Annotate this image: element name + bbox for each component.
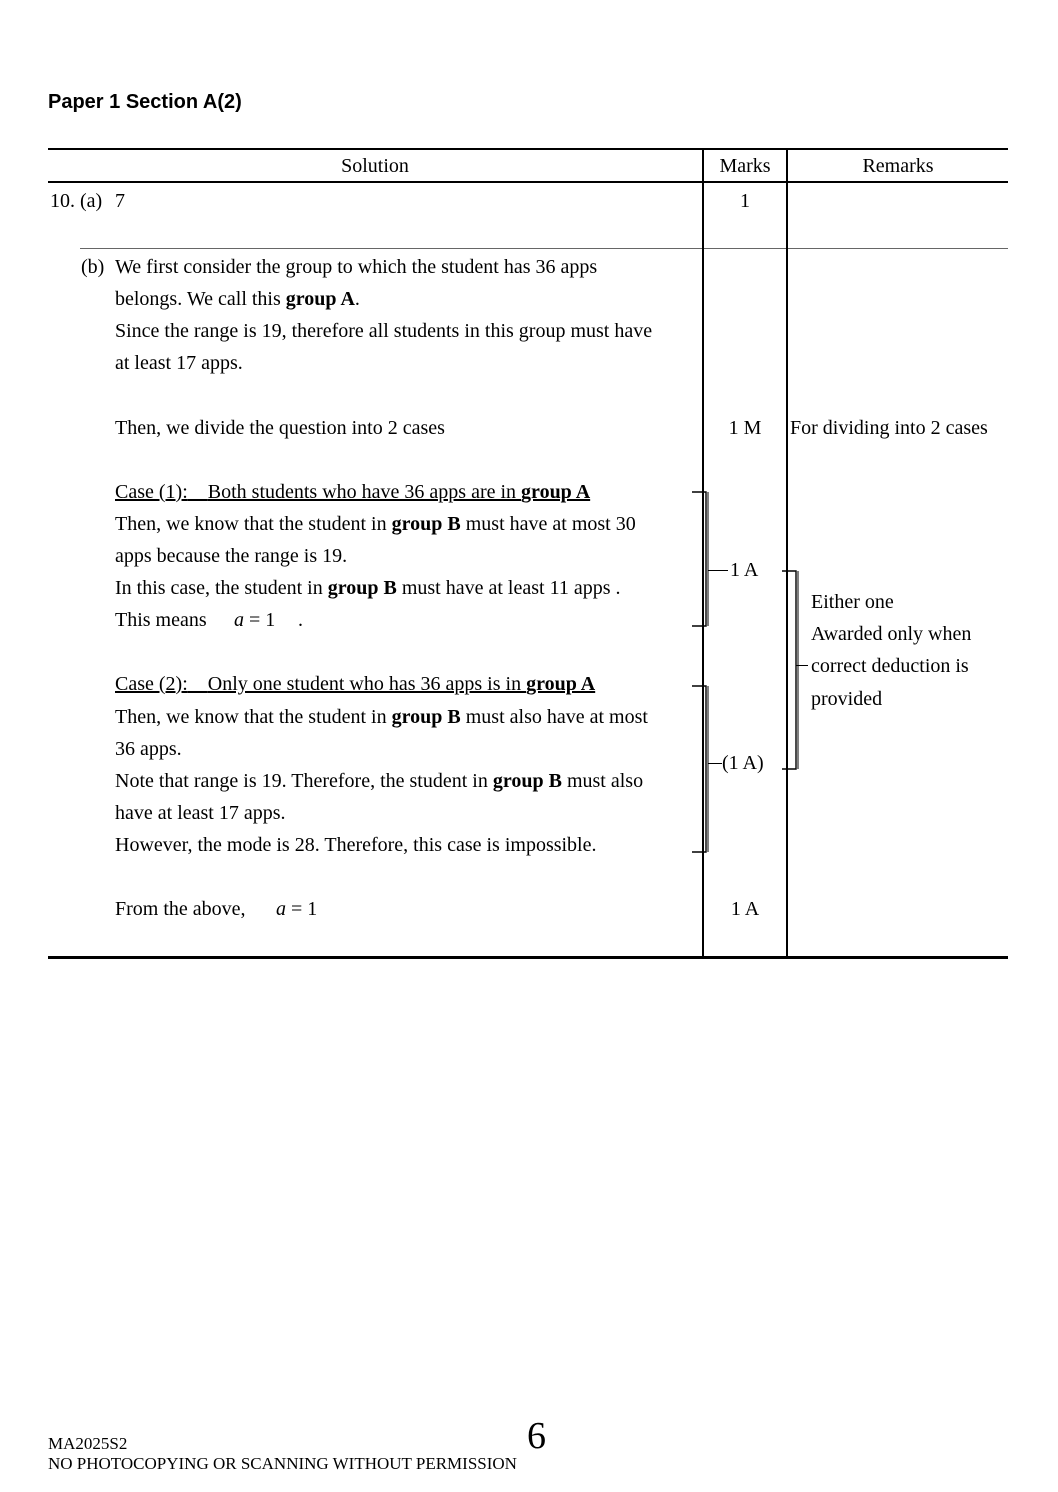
remark-text: For dividing into 2 cases — [790, 417, 988, 439]
solution-line: From the above, — [115, 898, 246, 920]
bracket-tick — [708, 570, 728, 571]
mark-value: 1 M — [728, 417, 762, 439]
solution-line: We first consider the group to which the student has 36 apps — [115, 256, 598, 278]
section-title: Paper 1 Section A(2) — [48, 91, 242, 113]
bracket-tick — [796, 665, 808, 666]
header-bottom-rule — [48, 181, 1008, 183]
answer-text: 7 — [115, 190, 125, 212]
variable: a — [234, 609, 244, 631]
solution-line: Then, we divide the question into 2 cases — [115, 417, 445, 439]
solution-line: 36 apps. — [115, 738, 182, 760]
remark-text: Awarded only when — [811, 623, 972, 645]
solution-line: have at least 17 apps. — [115, 802, 286, 824]
solution-line: at least 17 apps. — [115, 352, 243, 374]
header-marks: Marks — [719, 155, 771, 177]
solution-line: apps because the range is 19. — [115, 545, 348, 567]
bold-term: group B — [391, 513, 461, 535]
text-span: Then, we know that the student in — [115, 706, 392, 728]
equation-value: = 1 — [249, 609, 276, 631]
solution-line — [115, 513, 636, 536]
text-span: must also — [561, 770, 644, 792]
solution-line — [115, 706, 648, 729]
solution-line: This means — [115, 609, 207, 631]
spacer — [188, 673, 208, 695]
case-label: Case (1): — [115, 481, 188, 503]
case-label: Case (2): — [115, 673, 188, 695]
text-span: . — [354, 288, 360, 310]
bold-term: group A — [526, 673, 596, 695]
text-span: must have at least 11 apps . — [396, 577, 621, 599]
row-divider — [80, 248, 1008, 249]
solution-line: However, the mode is 28. Therefore, this case is impossible. — [115, 834, 597, 856]
bold-term: group A — [521, 481, 591, 503]
bold-term: group B — [327, 577, 397, 599]
bold-term: group A — [285, 288, 355, 310]
header-remarks: Remarks — [862, 155, 934, 177]
mark-value: 1 A — [730, 559, 759, 581]
mark-value: (1 A) — [722, 752, 764, 774]
bracket-tick — [708, 763, 722, 764]
solution-line — [115, 770, 643, 793]
bold-term: group B — [391, 706, 461, 728]
text-span: In this case, the student in — [115, 577, 328, 599]
text-span: must also have at most — [460, 706, 648, 728]
equation — [234, 609, 275, 632]
solution-line: Since the range is 19, therefore all students in this group must have — [115, 320, 653, 342]
text-span: must have at most 30 — [460, 513, 636, 535]
table-bottom-rule — [48, 956, 1008, 959]
remark-text: Either one — [811, 591, 894, 613]
equation — [276, 898, 317, 921]
text-span: Note that range is 19. Therefore, the student in — [115, 770, 493, 792]
header-solution: Solution — [341, 155, 409, 177]
case1-bracket — [690, 490, 710, 630]
solution-line — [115, 577, 621, 600]
table-top-rule — [48, 148, 1008, 150]
spacer — [188, 481, 208, 503]
remark-text: correct deduction is — [811, 655, 969, 677]
case2-bracket — [690, 684, 710, 856]
text-span: Then, we know that the student in — [115, 513, 392, 535]
case-title — [115, 481, 590, 504]
period: . — [298, 609, 303, 631]
variable: a — [276, 898, 286, 920]
case-description: Only one student who has 36 apps is in — [207, 673, 527, 695]
mark-value: 1 — [740, 190, 750, 212]
mark-value: 1 A — [730, 898, 760, 920]
footer-code: MA2025S2 — [48, 1434, 128, 1453]
remarks-column-divider — [786, 148, 788, 958]
part-label: (b) — [81, 256, 105, 278]
remarks-bracket — [780, 569, 800, 773]
case-description: Both students who have 36 apps are in — [207, 481, 522, 503]
equation-value: = 1 — [291, 898, 318, 920]
bold-term: group B — [492, 770, 562, 792]
text-span: belongs. We call this — [115, 288, 286, 310]
page-number: 6 — [527, 1415, 546, 1457]
question-label: 10. (a) — [50, 190, 103, 212]
case-title — [115, 673, 595, 696]
solution-line — [115, 288, 360, 311]
footer-notice: NO PHOTOCOPYING OR SCANNING WITHOUT PERMISSION — [48, 1454, 517, 1473]
remark-text: provided — [811, 688, 883, 710]
